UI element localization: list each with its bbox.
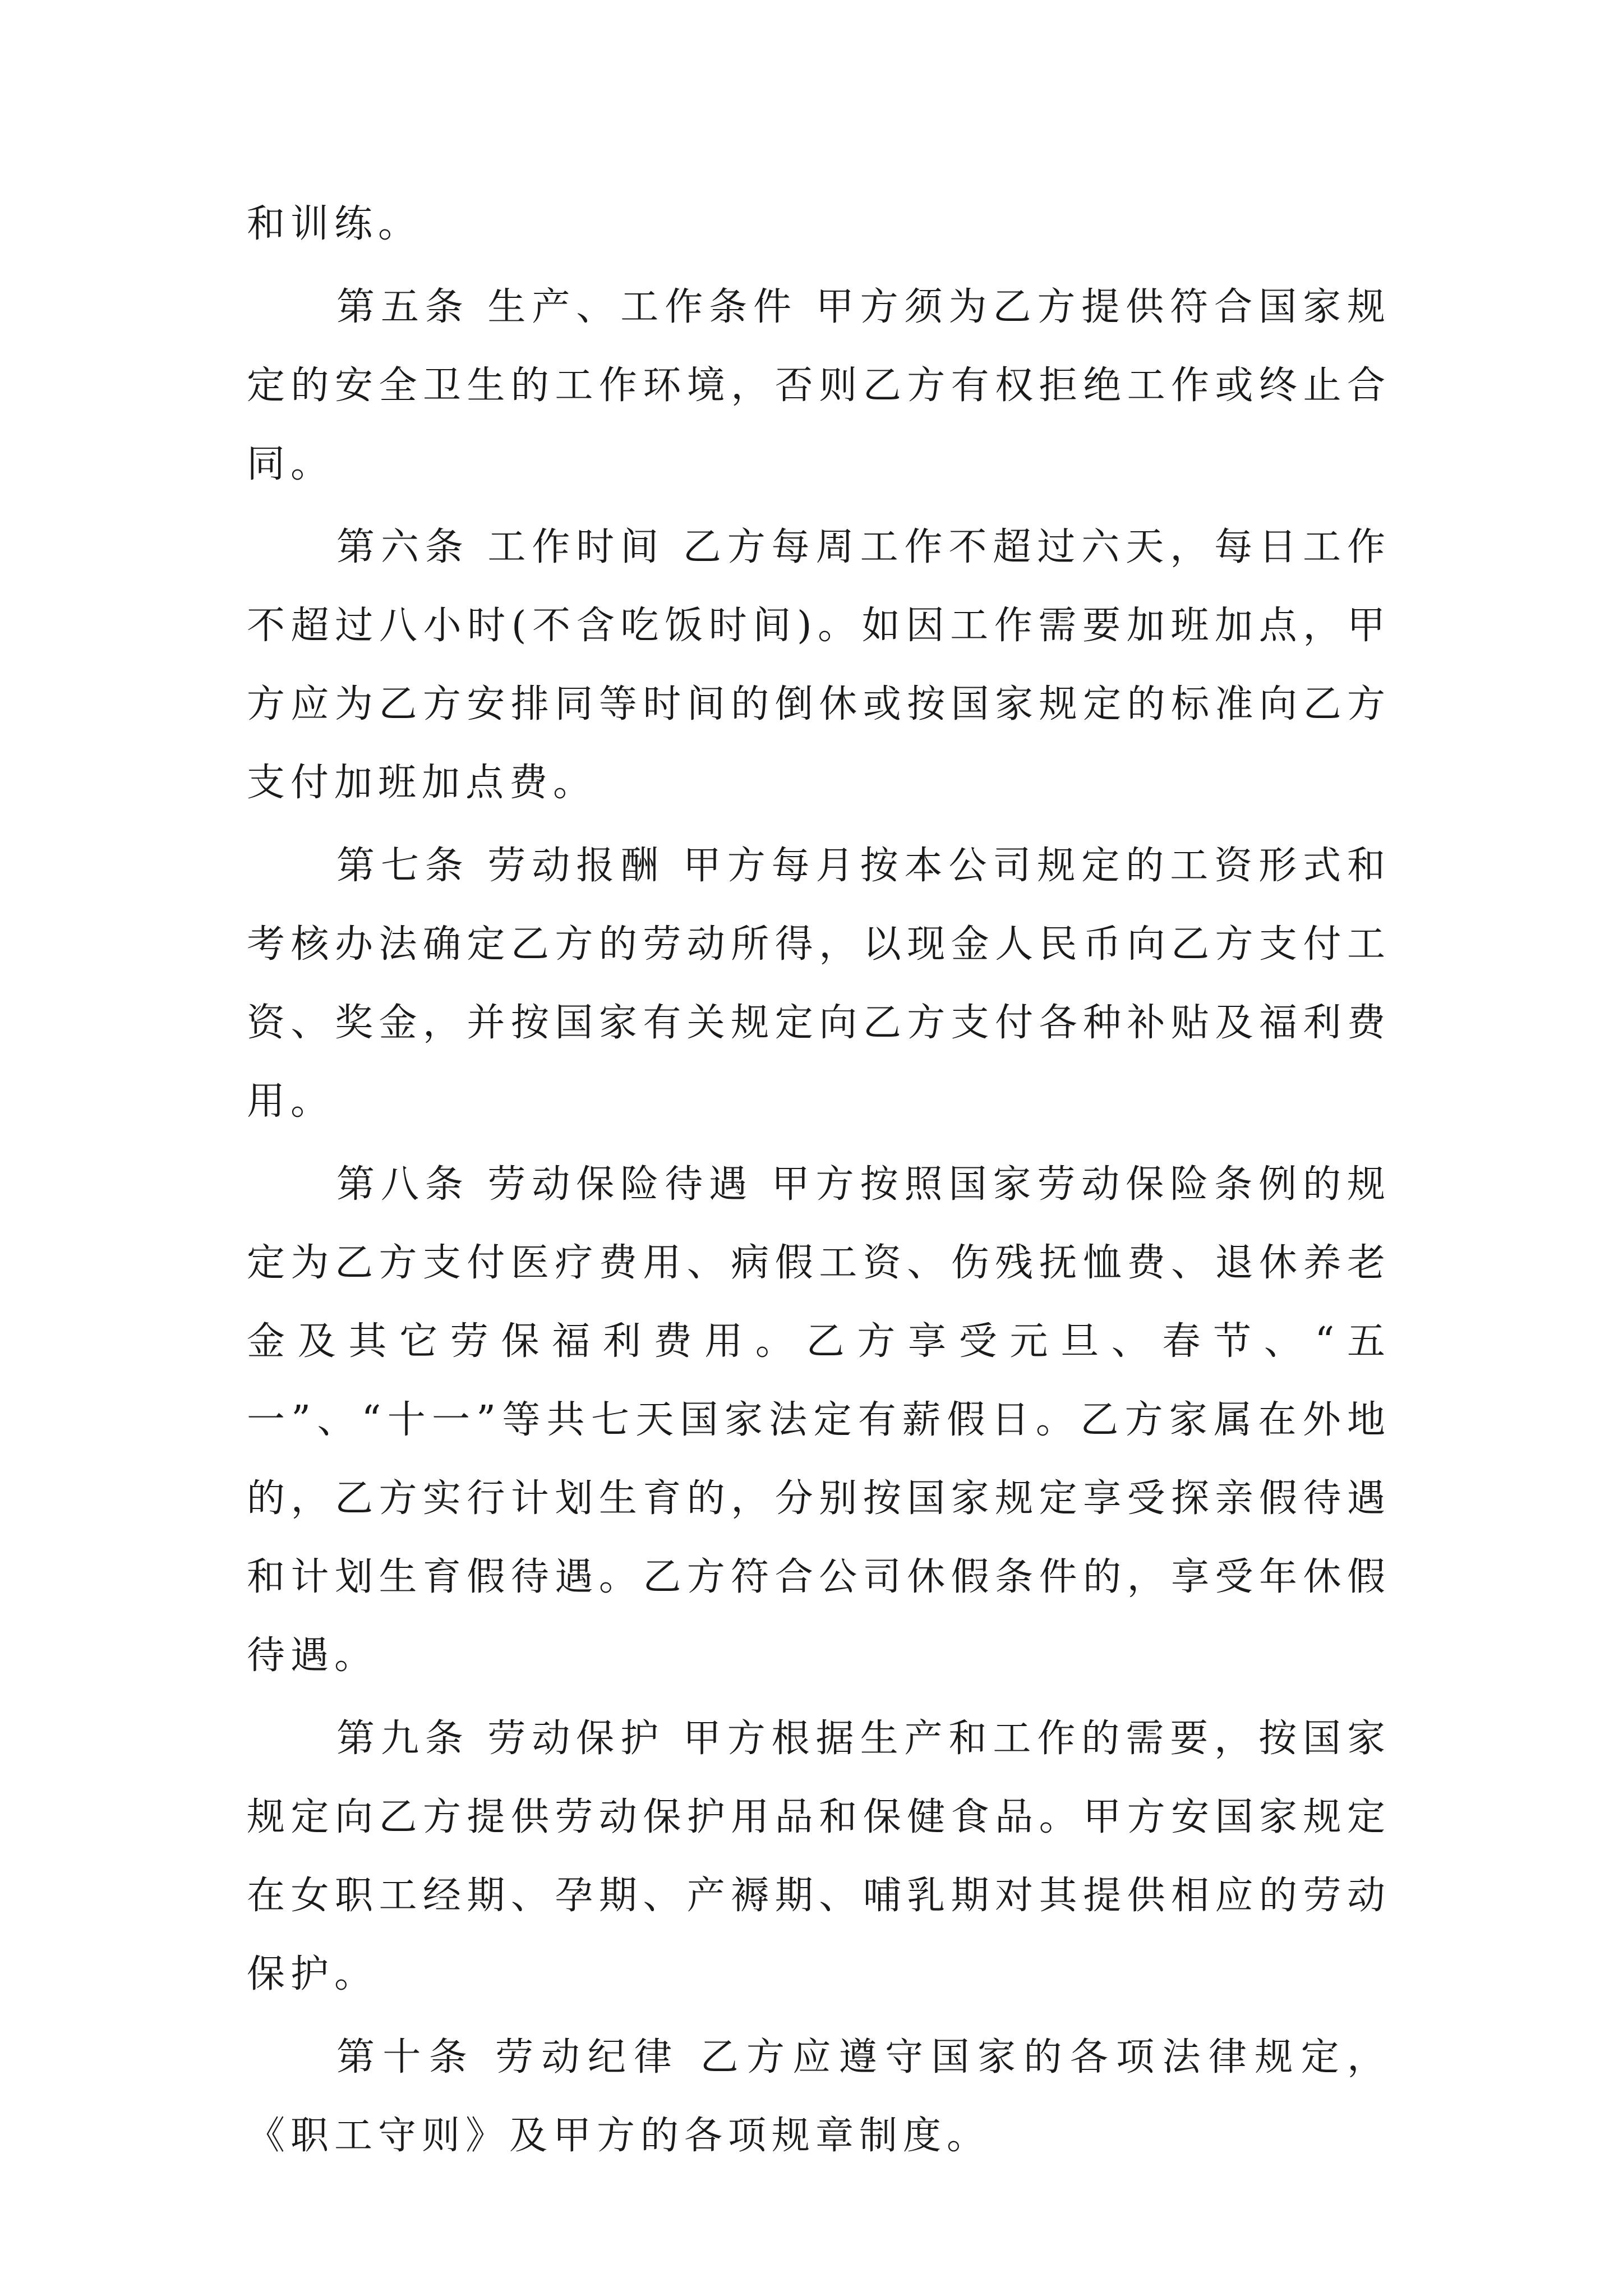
article-6-paragraph: 第六条 工作时间 乙方每周工作不超过六天，每日工作不超过八小时(不含吃饭时间)。如因工作需要加班加点，甲方应为乙方安排同等时间的倒休或按国家规定的标准向乙方支付加班加点费。 xyxy=(247,525,1391,805)
article-5-paragraph: 第五条 生产、工作条件 甲方须为乙方提供符合国家规定的安全卫生的工作环境，否则乙方有权拒绝工作或终止合同。 xyxy=(247,285,1391,486)
document-body xyxy=(247,185,1391,2175)
article-10-paragraph: 第十条 劳动纪律 乙方应遵守国家的各项法律规定，《职工守则》及甲方的各项规章制度。 xyxy=(247,2035,1391,2158)
article-9-paragraph: 第九条 劳动保护 甲方根据生产和工作的需要，按国家规定向乙方提供劳动保护用品和保健食品。甲方安国家规定在女职工经期、孕期、产褥期、哺乳期对其提供相应的劳动保护。 xyxy=(247,1717,1391,1996)
paragraph-continuation: 和训练。 xyxy=(247,202,422,246)
article-8-paragraph: 第八条 劳动保险待遇 甲方按照国家劳动保险条例的规定为乙方支付医疗费用、病假工资、伤残抚恤费、退休养老金及其它劳保福利费用。乙方享受元旦、春节、“五一”、“十一”等共七天国家法定有薪假日。乙方家属在外地的，乙方实行计划生育的，分别按国家规定享受探亲假待遇和计划生育假待遇。乙方符合公司休假条件的，享受年休假待遇。 xyxy=(247,1162,1391,1678)
article-7-paragraph: 第七条 劳动报酬 甲方每月按本公司规定的工资形式和考核办法确定乙方的劳动所得，以现金人民币向乙方支付工资、奖金，并按国家有关规定向乙方支付各种补贴及福利费用。 xyxy=(247,844,1391,1124)
